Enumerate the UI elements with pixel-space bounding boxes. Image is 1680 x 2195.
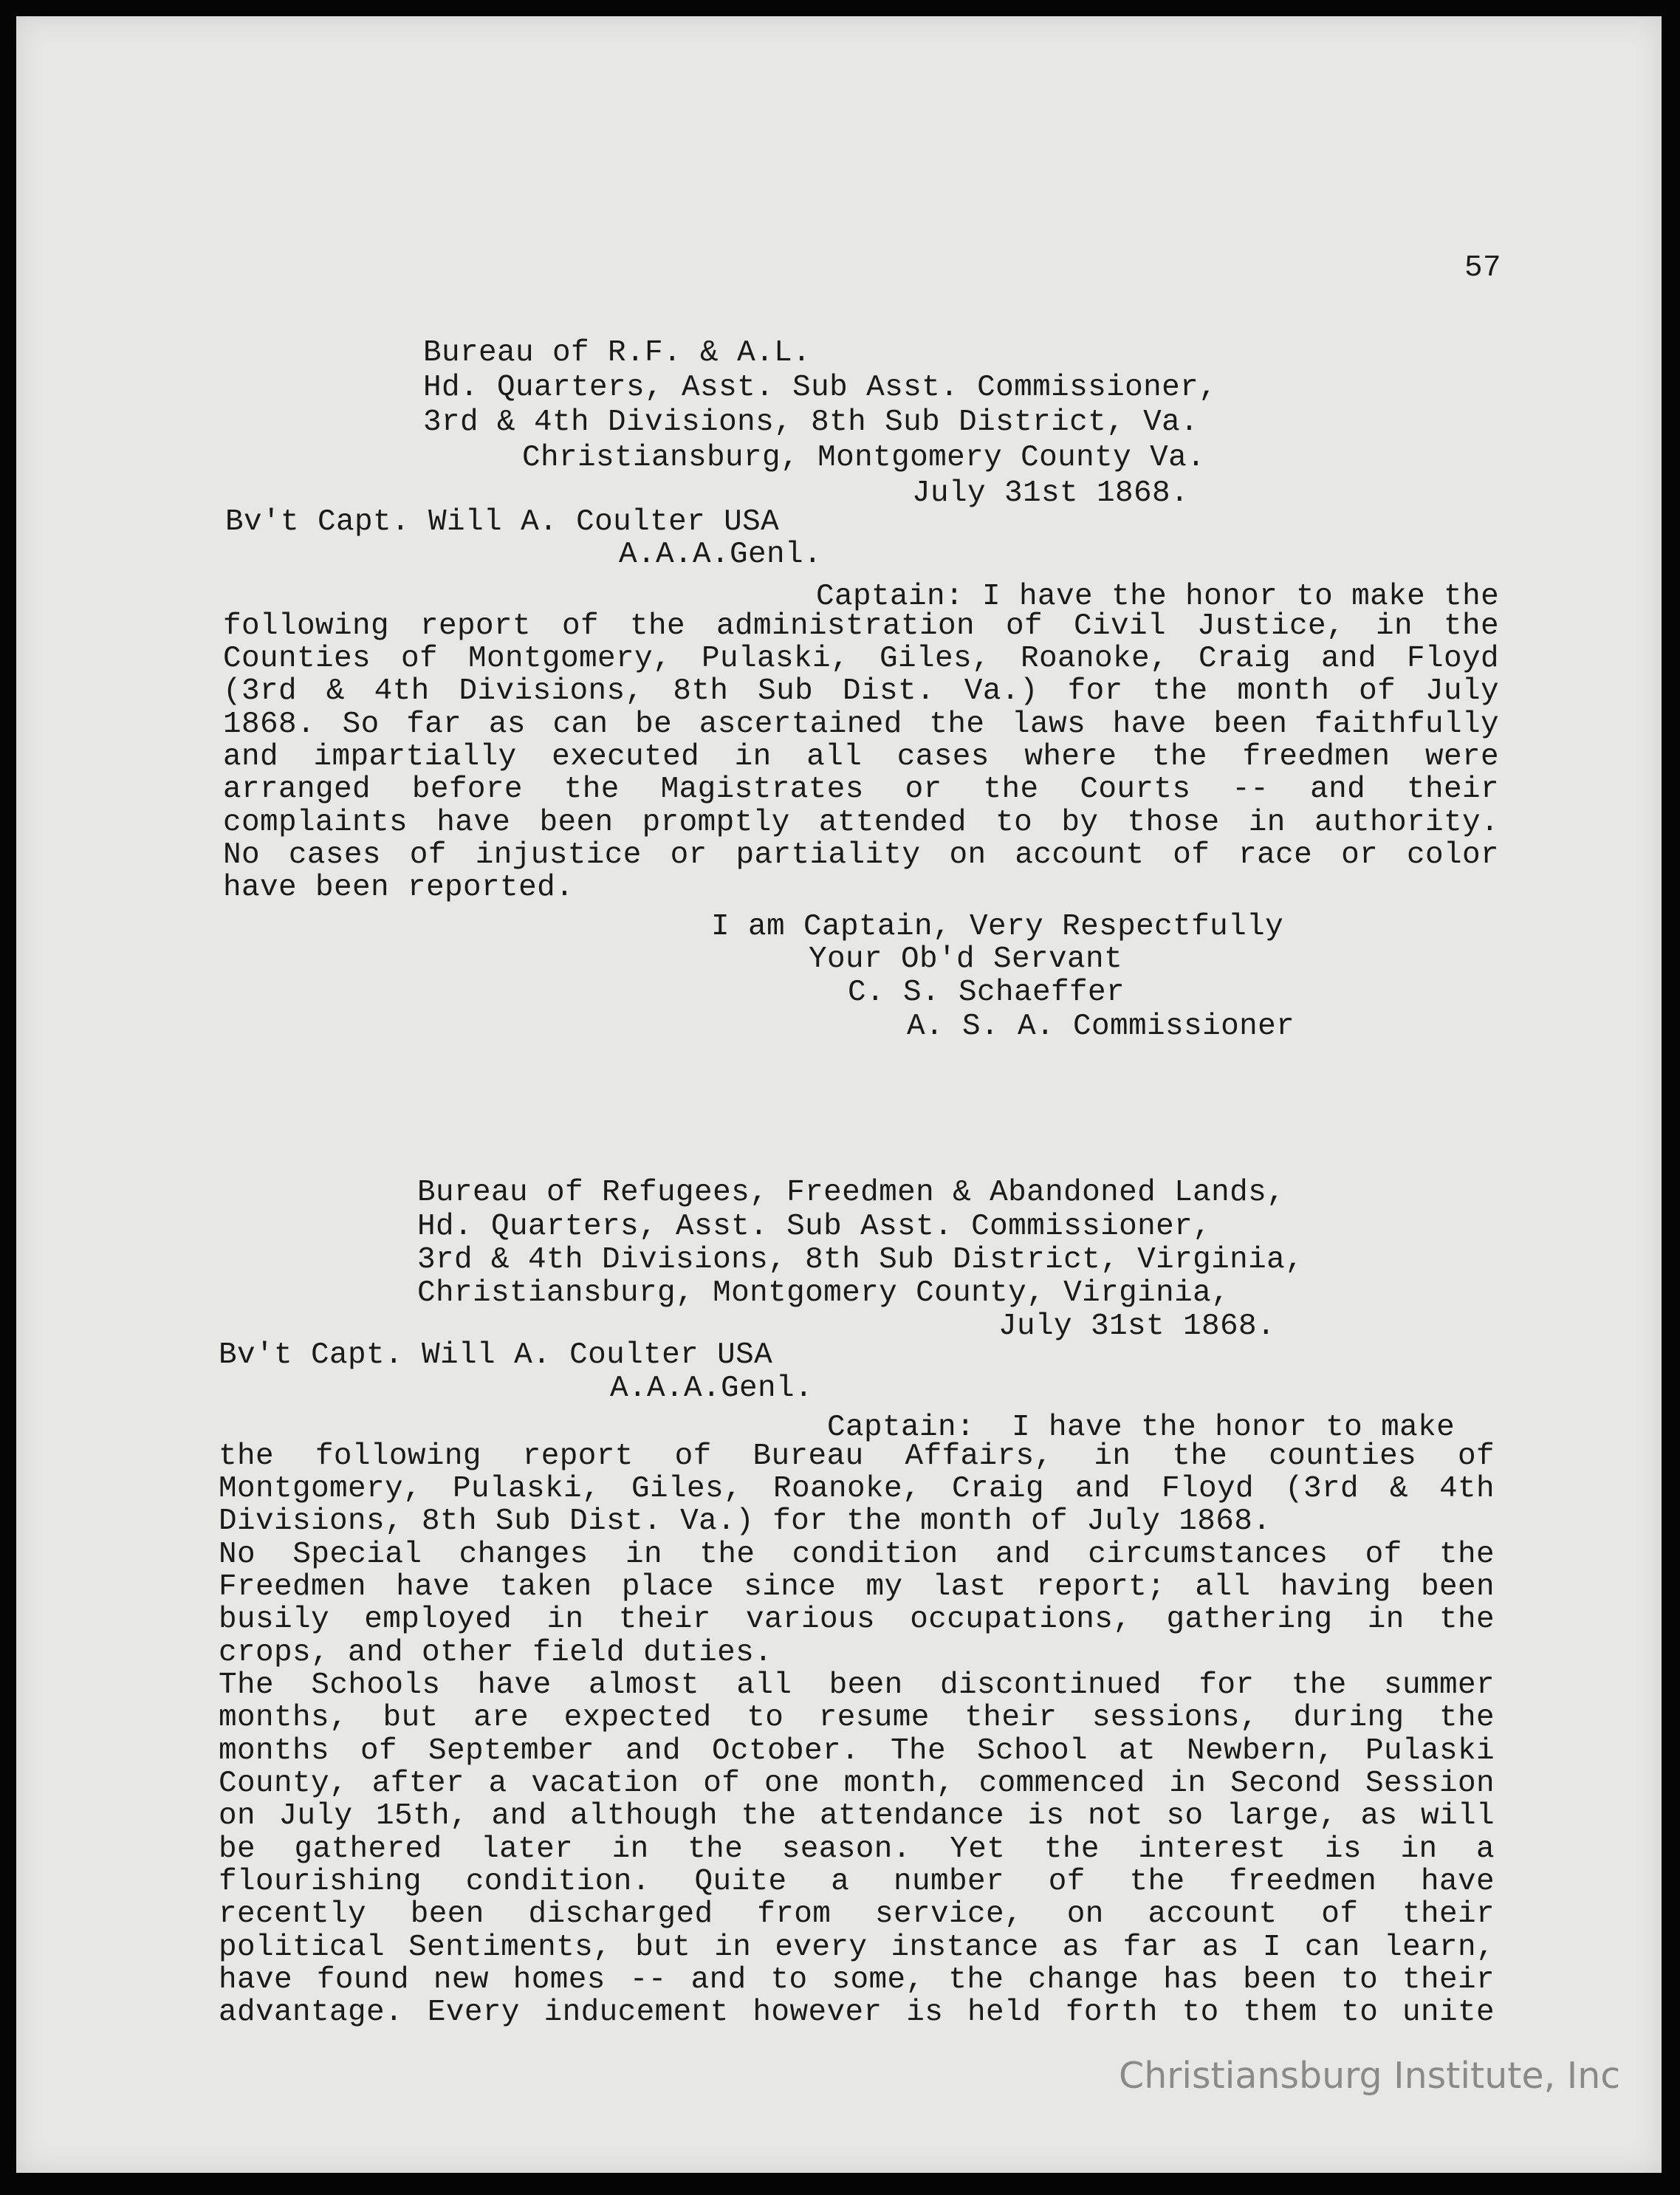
letter1-body-line: 1868. So far as can be ascertained the laws have been faithfully [223,708,1499,742]
letter2-body-line: the following report of Bureau Affairs, in the counties of [219,1439,1495,1473]
letter1-signature: C. S. Schaeffer [848,976,1125,1010]
letter1-heading-line-3: 3rd & 4th Divisions, 8th Sub District, Va. [423,405,1199,439]
letter2-body-line: political Sentiments, but in every instance as far as I can learn, [219,1931,1495,1965]
letter2-body-line: crops, and other field duties. [219,1636,773,1670]
letter1-addressee-title: A.A.A.Genl. [619,538,823,572]
letter2-body-line: No Special changes in the condition and circumstances of the [219,1538,1495,1572]
letter2-heading-line-2: Hd. Quarters, Asst. Sub Asst. Commissioner, [417,1210,1212,1244]
letter2-body-line: Freedmen have taken place since my last report; all having been [219,1570,1495,1604]
letter1-body-line: Counties of Montgomery, Pulaski, Giles, Roanoke, Craig and Floyd [223,642,1499,676]
letter2-body-line: months, but are expected to resume their sessions, during the [219,1701,1495,1735]
letter2-body-line: busily employed in their various occupations, gathering in the [219,1603,1495,1637]
letter2-body-line: flourishing condition. Quite a number of the freedmen have [219,1865,1495,1899]
letter2-heading-line-3: 3rd & 4th Divisions, 8th Sub District, Virginia, [417,1243,1304,1277]
letter1-heading-line-2: Hd. Quarters, Asst. Sub Asst. Commissioner, [423,371,1218,405]
letter2-body-line: have found new homes -- and to some, the change has been to their [219,1963,1495,1997]
letter2-heading-line-1: Bureau of Refugees, Freedmen & Abandoned Lands, [417,1176,1286,1210]
letter1-body-line: complaints have been promptly attended to by those in authority. [223,806,1499,840]
page-number: 57 [1464,251,1502,285]
letter1-closing-line-2: Your Ob'd Servant [809,942,1123,976]
letter2-body-line: months of September and October. The School at Newbern, Pulaski [219,1734,1495,1768]
letter1-closing-line-1: I am Captain, Very Respectfully [711,910,1284,944]
letter1-body-line: arranged before the Magistrates or the Courts -- and their [223,773,1499,807]
letter1-body-line: following report of the administration of Civil Justice, in the [223,609,1499,643]
letter1-addressee-name: Bv't Capt. Will A. Coulter USA [225,505,780,539]
letter2-heading-line-4: Christiansburg, Montgomery County, Virginia, [417,1276,1230,1310]
letter1-heading-line-4: Christiansburg, Montgomery County Va. [522,441,1206,475]
letter2-addressee-name: Bv't Capt. Will A. Coulter USA [219,1338,773,1372]
letter1-body-line: have been reported. [223,871,575,905]
letter2-salutation: Captain: I have the honor to make [827,1411,1456,1445]
letter1-body-line: No cases of injustice or partiality on account of race or color [223,838,1499,872]
letter2-body-line: on July 15th, and although the attendance is not so large, as will [219,1799,1495,1833]
letter1-body-line: and impartially executed in all cases where the freedmen were [223,740,1499,774]
letter2-body-line: County, after a vacation of one month, commenced in Second Session [219,1767,1495,1801]
letter2-body-line: Divisions, 8th Sub Dist. Va.) for the month of July 1868. [219,1504,1272,1538]
letter2-body-line: The Schools have almost all been discontinued for the summer [219,1668,1495,1702]
letter2-addressee-title: A.A.A.Genl. [610,1372,814,1405]
letter1-signer-title: A. S. A. Commissioner [907,1010,1295,1044]
letter2-body-line: advantage. Every inducement however is held forth to them to unite [219,1996,1495,2030]
letter2-body-line: be gathered later in the season. Yet the interest is in a [219,1832,1495,1866]
letter1-heading-line-1: Bureau of R.F. & A.L. [423,336,812,370]
letter1-salutation: Captain: I have the honor to make the [816,580,1500,614]
watermark: Christiansburg Institute, Inc [1119,2055,1621,2097]
letter2-date: July 31st 1868. [998,1309,1276,1343]
letter2-body-line: recently been discharged from service, on account of their [219,1897,1495,1931]
letter1-body-line: (3rd & 4th Divisions, 8th Sub Dist. Va.) for the month of July [223,674,1499,708]
letter2-body-line: Montgomery, Pulaski, Giles, Roanoke, Craig and Floyd (3rd & 4th [219,1472,1495,1506]
letter1-date: July 31st 1868. [912,476,1190,510]
